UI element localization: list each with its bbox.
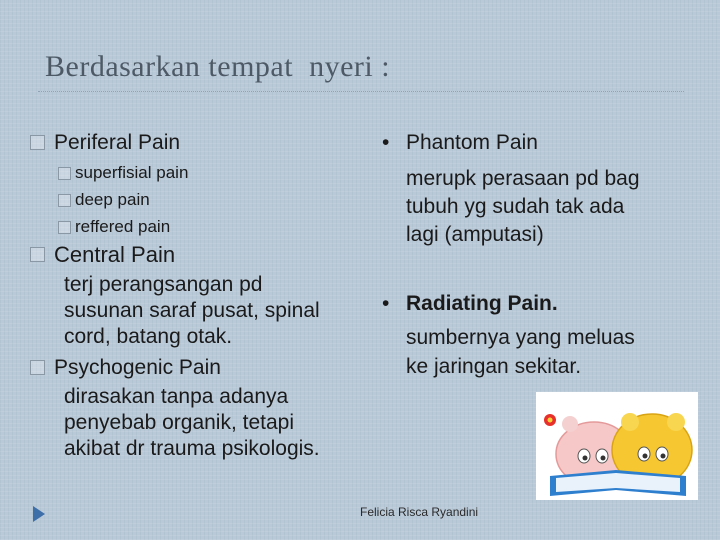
bullet-dot-icon: • <box>382 292 390 315</box>
text-line: sumbernya yang meluas <box>406 326 635 349</box>
psychogenic-description <box>30 384 370 462</box>
subitem-label: superfisial pain <box>75 163 189 182</box>
right-column <box>382 130 692 381</box>
cartoon-illustration <box>536 392 698 500</box>
text-line: merupk perasaan pd bag <box>406 167 640 190</box>
central-label: Central Pain <box>54 242 176 267</box>
text-line: dirasakan tanpa adanya <box>64 385 289 408</box>
checkbox-bullet-icon <box>58 221 71 234</box>
list-item-peripheral <box>30 130 370 156</box>
checkbox-bullet-icon <box>30 360 45 375</box>
text-line: susunan saraf pusat, spinal <box>64 299 320 322</box>
bullet-dot-icon: • <box>382 131 390 154</box>
list-item-psychogenic <box>30 355 370 381</box>
checkbox-bullet-icon <box>58 167 71 180</box>
text-line: terj perangsangan pd <box>64 273 263 296</box>
left-column <box>30 130 370 462</box>
text-line: akibat dr trauma psikologis. <box>64 437 320 460</box>
psychogenic-label: Psychogenic Pain <box>54 356 221 379</box>
central-description <box>30 272 370 350</box>
subitem-label: deep pain <box>75 190 150 209</box>
list-subitem-superficial <box>30 159 370 186</box>
list-subitem-referred <box>30 213 370 240</box>
text-line: ke jaringan sekitar. <box>406 355 582 378</box>
list-item-phantom <box>382 130 692 156</box>
checkbox-bullet-icon <box>30 135 45 150</box>
phantom-label: Phantom Pain <box>406 131 538 154</box>
checkbox-bullet-icon <box>30 247 45 262</box>
checkbox-bullet-icon <box>58 194 71 207</box>
text-line: penyebab organik, tetapi <box>64 411 295 434</box>
radiating-description <box>382 323 692 381</box>
list-item-central <box>30 242 370 268</box>
text-line: lagi (amputasi) <box>406 223 544 246</box>
subitem-label: reffered pain <box>75 217 171 236</box>
list-subitem-deep <box>30 186 370 213</box>
footer-author: Felicia Risca Ryandini <box>360 505 479 519</box>
slide-title: Berdasarkan tempat nyeri : <box>45 50 391 83</box>
list-item-radiating <box>382 291 692 317</box>
phantom-description <box>382 165 692 249</box>
nav-triangle-icon <box>33 506 45 522</box>
text-line: tubuh yg sudah tak ada <box>406 195 625 218</box>
text-line: cord, batang otak. <box>64 325 233 348</box>
title-divider <box>38 91 684 92</box>
radiating-label: Radiating Pain. <box>406 292 558 315</box>
reading-characters-image <box>536 392 698 500</box>
peripheral-label: Periferal Pain <box>54 131 181 154</box>
